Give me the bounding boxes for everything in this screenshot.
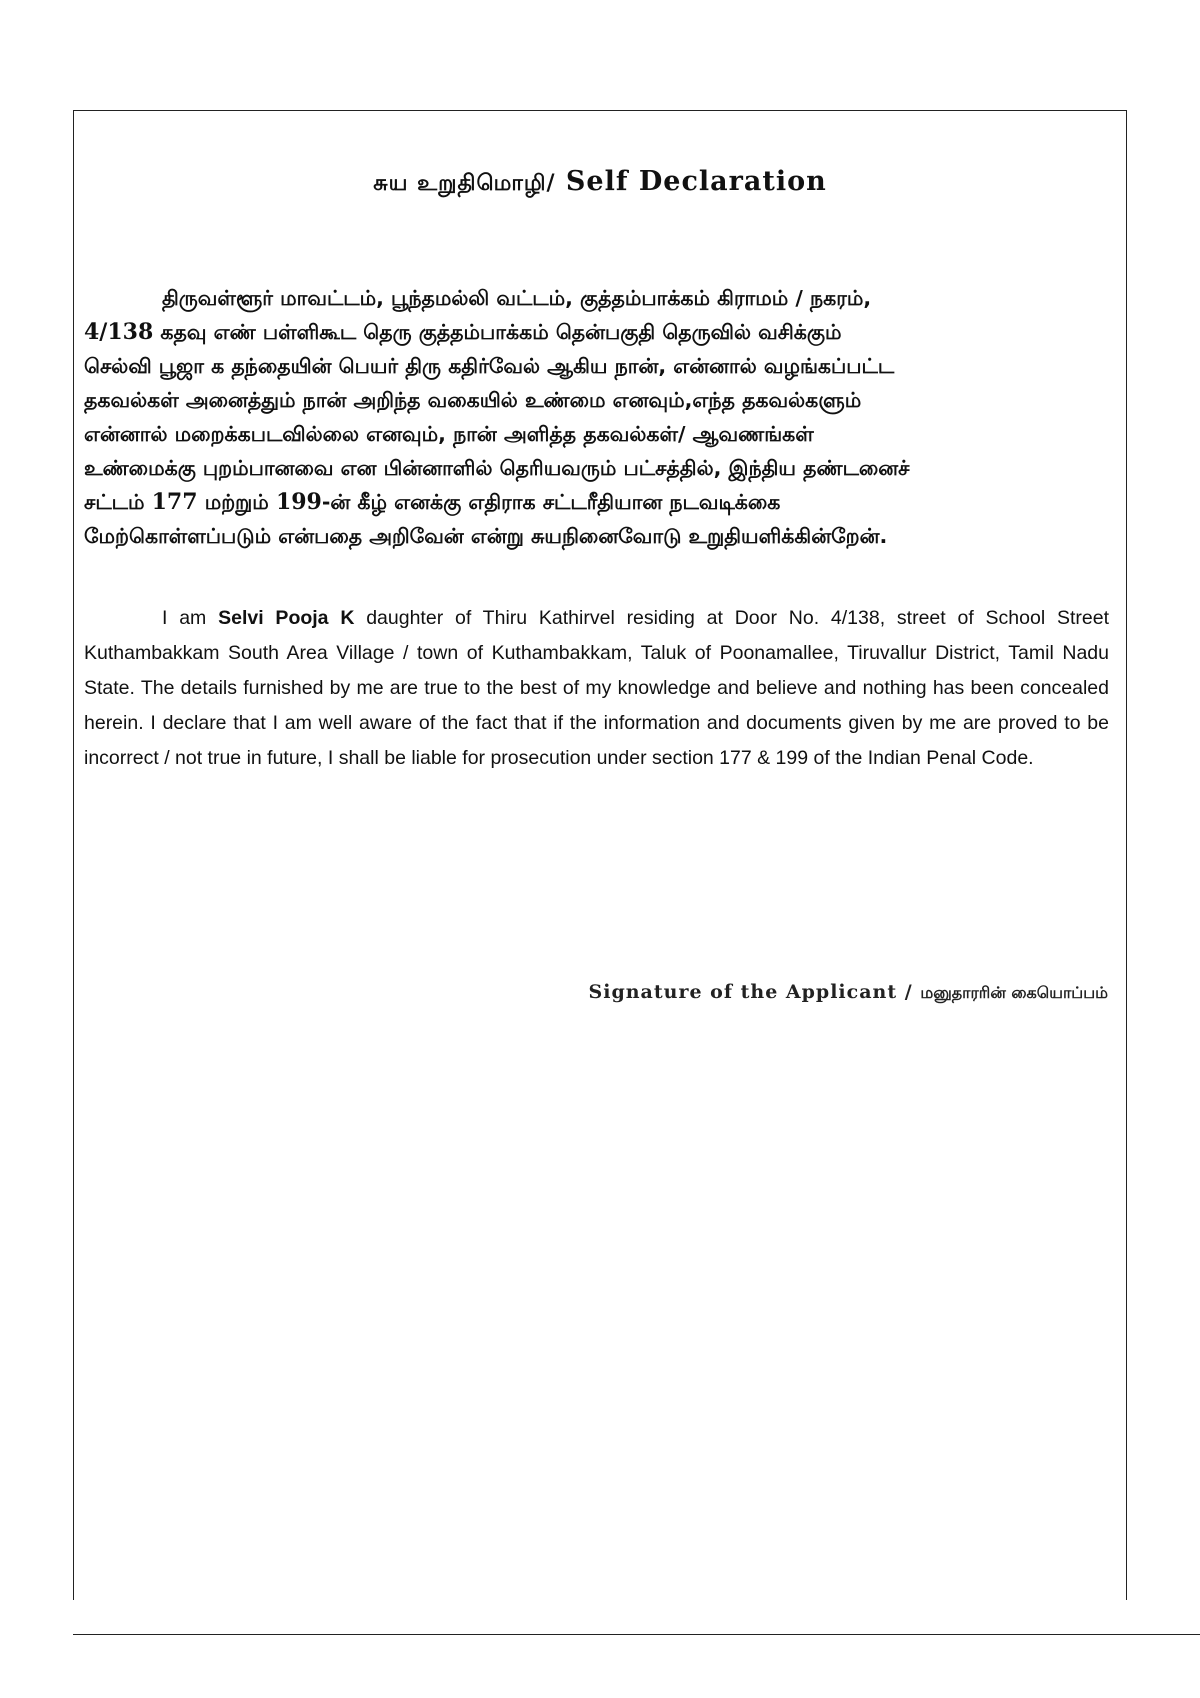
applicant-name: Selvi Pooja K: [218, 607, 355, 629]
door-number: 4/138: [84, 319, 154, 345]
document-frame: [73, 110, 1127, 1600]
tamil-line: கதவு எண் பள்ளிகூட தெரு குத்தம்பாக்கம் தென்பகுதி தெருவில் வசிக்கும்: [160, 320, 842, 344]
tamil-line-part: மற்றும்: [204, 490, 269, 514]
tamil-line: திருவள்ளூர் மாவட்டம், பூந்தமல்லி வட்டம், குத்தம்பாக்கம் கிராமம் / நகரம்,: [162, 286, 872, 310]
section-number: 199: [275, 489, 322, 515]
tamil-line: மேற்கொள்ளப்படும் என்பதை அறிவேன் என்று சுயநினைவோடு உறுதியளிக்கின்றேன்.: [84, 524, 888, 548]
english-body: daughter of Thiru Kathirvel residing at Door No. 4/138, street of School Street Kuthambakkam South Area Village / town of Kuthambakkam, Taluk of Poonamallee, Tiruvallur District, Tamil Nadu State. The details furnished by me are true to the best of my knowledge and believe and nothing has been concealed herein. I declare that I am well aware of the fact that if the information and documents given by me are proved to be incorrect / not true in future, I shall be liable for prosecution under section 177 & 199 of the Indian Penal Code.: [84, 607, 1109, 769]
signature-tamil: மனுதாரரின் கையொப்பம்: [920, 983, 1108, 1002]
signature-english: Signature of the Applicant /: [588, 981, 913, 1003]
tamil-declaration-paragraph: [84, 281, 1112, 553]
tamil-line: என்னால் மறைக்கபடவில்லை எனவும், நான் அளித்த தகவல்கள்/ ஆவணங்கள்: [84, 422, 814, 446]
english-intro: I am: [162, 607, 207, 629]
section-number: 177: [151, 489, 198, 515]
bottom-divider: [73, 1634, 1200, 1635]
tamil-line: செல்வி பூஜா க தந்தையின் பெயர் திரு கதிர்வேல் ஆகிய நான், என்னால் வழங்கப்பட்ட: [84, 354, 895, 378]
document-title: [74, 166, 1126, 199]
english-declaration-paragraph: [84, 601, 1109, 776]
tamil-line: உண்மைக்கு புறம்பானவை என பின்னாளில் தெரியவரும் பட்சத்தில், இந்திய தண்டனைச்: [84, 456, 910, 480]
signature-label: [589, 981, 1109, 1004]
tamil-line-part: சட்டம்: [84, 490, 145, 514]
title-english: Self Declaration: [565, 166, 827, 197]
tamil-line-part: -ன் கீழ் எனக்கு எதிராக சட்டரீதியான நடவடிக்கை: [321, 490, 781, 514]
title-tamil: சுய உறுதிமொழி/: [373, 171, 556, 196]
tamil-line: தகவல்கள் அனைத்தும் நான் அறிந்த வகையில் உண்மை எனவும்,எந்த தகவல்களும்: [84, 388, 862, 412]
